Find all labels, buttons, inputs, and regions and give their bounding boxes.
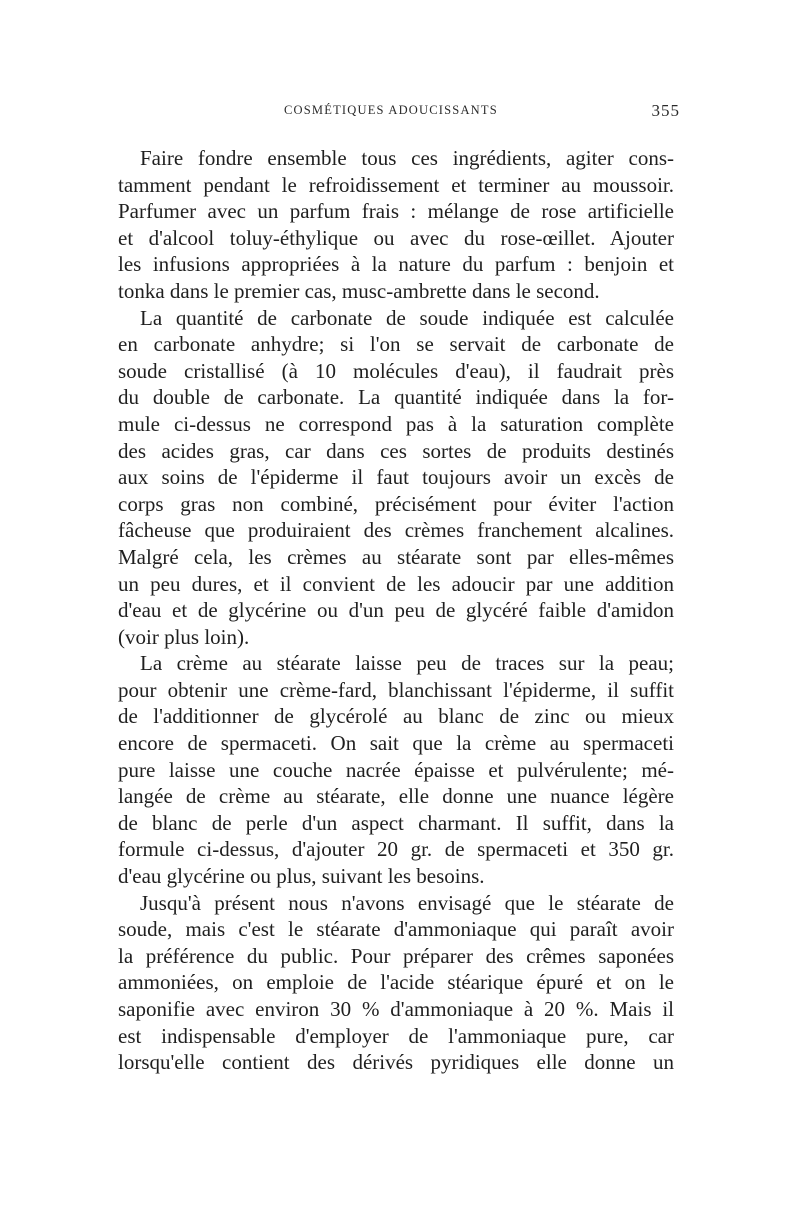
text-line: aux soins de l'épiderme il faut toujours avoir un excès de: [118, 465, 674, 490]
text-line: Faire fondre ensemble tous ces ingrédients, agiter cons-: [140, 146, 674, 170]
text-line: lorsqu'elle contient des dérivés pyridiques elle donne un: [118, 1050, 674, 1075]
text-line: et d'alcool toluy-éthylique ou avec du rose-œillet. Ajouter: [118, 225, 674, 250]
text-line: La quantité de carbonate de soude indiquée est calculée: [140, 305, 674, 330]
text-line: soude cristallisé (à 10 molécules d'eau), il faudrait près: [118, 358, 674, 383]
text-line: des acides gras, car dans ces sortes de produits destinés: [118, 438, 674, 463]
text-line: d'eau glycérine ou plus, suivant les besoins.: [118, 864, 485, 889]
text-line: fâcheuse que produiraient des crèmes franchement alcalines.: [118, 518, 674, 543]
text-line: pour obtenir une crème-fard, blanchissant l'épiderme, il suffit: [118, 677, 674, 702]
text-line: la préférence du public. Pour préparer des crêmes saponées: [118, 943, 674, 968]
text-line: Malgré cela, les crèmes au stéarate sont par elles-mêmes: [118, 544, 674, 569]
text-line: encore de spermaceti. On sait que la crème au spermaceti: [118, 731, 674, 756]
text-line: de l'additionner de glycérolé au blanc de zinc ou mieux: [118, 704, 674, 729]
text-line: pure laisse une couche nacrée épaisse et pulvérulente; mé-: [118, 757, 674, 782]
body-text: [118, 145, 674, 1076]
running-head: [118, 103, 680, 123]
text-line: La crème au stéarate laisse peu de traces sur la peau;: [140, 651, 674, 676]
text-line: ammoniées, on emploie de l'acide stéarique épuré et on le: [118, 970, 674, 995]
text-line: corps gras non combiné, précisément pour éviter l'action: [118, 491, 674, 516]
text-line: un peu dures, et il convient de les adoucir par une addition: [118, 571, 674, 596]
text-line: d'eau et de glycérine ou d'un peu de glycéré faible d'amidon: [118, 598, 674, 623]
text-line: tonka dans le premier cas, musc-ambrette dans le second.: [118, 278, 600, 303]
text-line: Jusqu'à présent nous n'avons envisagé que le stéarate de: [140, 890, 674, 915]
text-line: tamment pendant le refroidissement et terminer au moussoir.: [118, 172, 674, 197]
page-number: 355: [651, 101, 680, 120]
text-line: les infusions appropriées à la nature du parfum : benjoin et: [118, 252, 674, 277]
text-line: saponifie avec environ 30 % d'ammoniaque à 20 %. Mais il: [118, 997, 674, 1021]
text-line: Parfumer avec un parfum frais : mélange de rose artificielle: [118, 199, 674, 224]
text-line: soude, mais c'est le stéarate d'ammoniaque qui paraît avoir: [118, 917, 674, 942]
text-line: langée de crème au stéarate, elle donne une nuance légère: [118, 784, 674, 809]
text-line: (voir plus loin).: [118, 624, 250, 649]
text-line: du double de carbonate. La quantité indiquée dans la for-: [118, 385, 674, 410]
text-line: est indispensable d'employer de l'ammoniaque pure, car: [118, 1023, 674, 1048]
running-title: COSMÉTIQUES ADOUCISSANTS: [284, 103, 498, 117]
text-line: de blanc de perle d'un aspect charmant. Il suffit, dans la: [118, 810, 674, 835]
text-line: mule ci-dessus ne correspond pas à la saturation complète: [118, 411, 674, 436]
text-line: formule ci-dessus, d'ajouter 20 gr. de spermaceti et 350 gr.: [118, 837, 674, 862]
text-line: en carbonate anhydre; si l'on se servait de carbonate de: [118, 332, 674, 357]
